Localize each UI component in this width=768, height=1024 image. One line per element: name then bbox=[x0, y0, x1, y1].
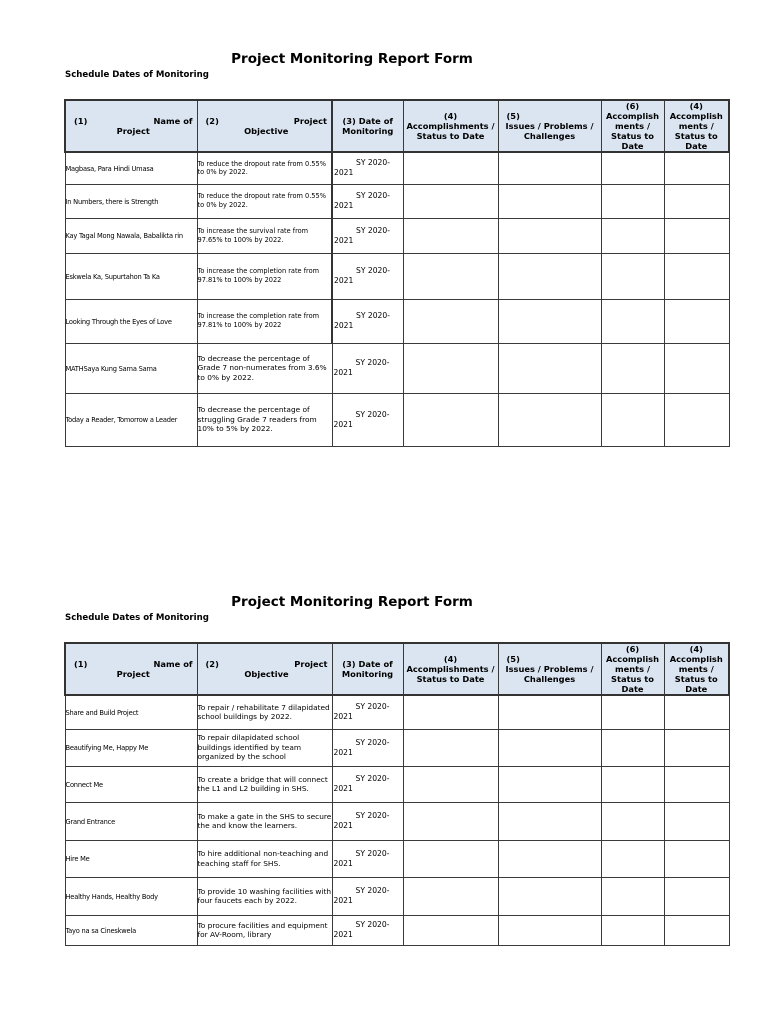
accomplishments-cell[interactable] bbox=[403, 393, 498, 446]
header-text: Date bbox=[621, 141, 644, 151]
header-text: Accomplishments / bbox=[406, 664, 495, 674]
date-text: 2021 bbox=[334, 168, 354, 178]
header-text: (2) bbox=[205, 659, 219, 669]
header-accomplishments bbox=[403, 643, 498, 695]
header-text: (1) bbox=[74, 116, 88, 126]
header-accomplishments-4b bbox=[664, 100, 729, 152]
date-text: SY 2020- bbox=[356, 311, 390, 320]
accomplishments-cell[interactable] bbox=[403, 253, 498, 299]
objective-cell: To repair / rehabilitate 7 dilapidated school buildings by 2022. bbox=[197, 695, 332, 729]
project-name-cell: In Numbers, there is Strength bbox=[65, 184, 197, 218]
accomplishments-cell[interactable] bbox=[403, 840, 498, 877]
header-text: (5) bbox=[506, 654, 520, 664]
project-name-cell: Today a Reader, Tomorrow a Leader bbox=[65, 393, 197, 446]
header-text: ments / bbox=[678, 664, 714, 674]
header-accomplishments-4b bbox=[664, 643, 729, 695]
accomplishments-cell[interactable] bbox=[403, 343, 498, 393]
header-text: (5) bbox=[506, 111, 520, 121]
status-cell[interactable] bbox=[664, 152, 729, 184]
date-text: 2021 bbox=[334, 201, 354, 210]
date-text: 2021 bbox=[333, 419, 353, 429]
header-project-objective bbox=[197, 100, 332, 152]
form-title: Project Monitoring Report Form bbox=[231, 594, 473, 610]
header-text: ments / bbox=[678, 121, 714, 131]
status-cell[interactable] bbox=[664, 877, 729, 915]
header-name-of-project bbox=[65, 643, 197, 695]
header-date-of-monitoring bbox=[332, 100, 403, 152]
objective-cell: To make a gate in the SHS to secure the and know the learners. bbox=[197, 802, 332, 840]
header-text: (6) bbox=[625, 644, 640, 654]
status-cell[interactable] bbox=[601, 766, 664, 802]
header-text: Date bbox=[685, 141, 708, 151]
date-text: 2021 bbox=[333, 784, 353, 793]
objective-cell: To hire additional non-teaching and teaching staff for SHS. bbox=[197, 840, 332, 877]
table-row bbox=[65, 695, 729, 729]
status-cell[interactable] bbox=[664, 343, 729, 393]
date-cell bbox=[332, 184, 403, 218]
header-text: (4) bbox=[689, 101, 703, 111]
status-cell[interactable] bbox=[601, 729, 664, 766]
status-cell[interactable] bbox=[601, 695, 664, 729]
project-name-cell: Grand Entrance bbox=[65, 802, 197, 840]
status-cell[interactable] bbox=[601, 802, 664, 840]
status-cell[interactable] bbox=[601, 915, 664, 945]
header-text: Status to bbox=[611, 674, 654, 684]
table-row bbox=[65, 184, 729, 218]
header-text: (3) Date of bbox=[342, 659, 393, 669]
issues-cell[interactable] bbox=[498, 299, 601, 343]
date-text: SY 2020- bbox=[355, 409, 390, 419]
status-cell[interactable] bbox=[664, 218, 729, 253]
date-text: SY 2020- bbox=[355, 920, 390, 929]
monitoring-table bbox=[64, 642, 730, 946]
status-cell[interactable] bbox=[664, 766, 729, 802]
header-text: Monitoring bbox=[342, 126, 394, 136]
issues-cell[interactable] bbox=[498, 915, 601, 945]
date-text: SY 2020- bbox=[355, 737, 390, 747]
status-cell[interactable] bbox=[601, 840, 664, 877]
header-text: (3) Date of bbox=[342, 116, 394, 126]
accomplishments-cell[interactable] bbox=[403, 152, 498, 184]
header-text: Name of bbox=[153, 659, 193, 669]
issues-cell[interactable] bbox=[498, 218, 601, 253]
date-text: 2021 bbox=[334, 235, 354, 245]
project-name-cell: Tayo na sa Cineskwela bbox=[65, 915, 197, 945]
status-cell[interactable] bbox=[601, 253, 664, 299]
date-text: SY 2020- bbox=[356, 191, 390, 200]
header-text: Accomplish bbox=[669, 654, 723, 664]
issues-cell[interactable] bbox=[498, 393, 601, 446]
table-row bbox=[65, 253, 729, 299]
date-text: 2021 bbox=[333, 747, 353, 757]
date-cell bbox=[332, 299, 403, 343]
header-issues bbox=[498, 100, 601, 152]
form-subtitle: Schedule Dates of Monitoring bbox=[65, 70, 209, 80]
table-row bbox=[65, 766, 729, 802]
date-cell bbox=[332, 766, 403, 802]
objective-cell: To create a bridge that will connect the L1 and L2 building in SHS. bbox=[197, 766, 332, 802]
status-cell[interactable] bbox=[664, 802, 729, 840]
status-cell[interactable] bbox=[664, 840, 729, 877]
table-row bbox=[65, 152, 729, 184]
date-text: SY 2020- bbox=[355, 848, 390, 858]
date-cell bbox=[332, 915, 403, 945]
header-text: (2) bbox=[205, 116, 219, 126]
date-text: 2021 bbox=[333, 930, 353, 939]
objective-cell: To increase the completion rate from 97.81% to 100% by 2022 bbox=[197, 253, 332, 299]
status-cell[interactable] bbox=[664, 299, 729, 343]
header-text: Status to bbox=[674, 131, 718, 141]
objective-cell: To increase the completion rate from 97.81% to 100% by 2022 bbox=[197, 299, 332, 343]
project-name-cell: Looking Through the Eyes of Love bbox=[65, 299, 197, 343]
accomplishments-cell[interactable] bbox=[403, 218, 498, 253]
date-text: 2021 bbox=[333, 821, 353, 830]
status-cell[interactable] bbox=[601, 218, 664, 253]
header-text: Issues / Problems / bbox=[505, 121, 594, 131]
header-text: Date bbox=[621, 684, 644, 694]
header-text: (1) bbox=[74, 659, 88, 669]
header-text: ments / bbox=[614, 121, 650, 131]
date-text: 2021 bbox=[334, 276, 354, 285]
date-text: SY 2020- bbox=[355, 886, 390, 895]
objective-cell: To procure facilities and equipment for AV-Room, library bbox=[197, 915, 332, 945]
project-name-cell: Share and Build Project bbox=[65, 695, 197, 729]
objective-cell: To reduce the dropout rate from 0.55% to 0% by 2022. bbox=[197, 184, 332, 218]
status-cell[interactable] bbox=[601, 877, 664, 915]
header-text: Name of bbox=[153, 116, 193, 126]
accomplishments-cell[interactable] bbox=[403, 299, 498, 343]
issues-cell[interactable] bbox=[498, 343, 601, 393]
header-text: Date bbox=[685, 684, 708, 694]
date-cell bbox=[332, 802, 403, 840]
date-cell bbox=[332, 218, 403, 253]
header-text: (6) bbox=[625, 101, 640, 111]
header-text: (4) bbox=[443, 654, 458, 664]
date-text: SY 2020- bbox=[355, 811, 390, 820]
table-row bbox=[65, 218, 729, 253]
issues-cell[interactable] bbox=[498, 877, 601, 915]
accomplishments-cell[interactable] bbox=[403, 729, 498, 766]
header-text: Accomplish bbox=[605, 111, 660, 121]
issues-cell[interactable] bbox=[498, 729, 601, 766]
issues-cell[interactable] bbox=[498, 840, 601, 877]
issues-cell[interactable] bbox=[498, 802, 601, 840]
header-text: Project bbox=[293, 116, 327, 126]
issues-cell[interactable] bbox=[498, 152, 601, 184]
header-project-objective bbox=[197, 643, 332, 695]
header-text: Accomplish bbox=[605, 654, 660, 664]
objective-cell: To decrease the percentage of Grade 7 non-numerates from 3.6% to 0% by 2022. bbox=[197, 343, 332, 393]
table-row bbox=[65, 802, 729, 840]
date-cell bbox=[332, 729, 403, 766]
header-text: Status to bbox=[674, 674, 718, 684]
header-text: Status to Date bbox=[416, 674, 485, 684]
project-name-cell: MATHSaya Kung Sama Sama bbox=[65, 343, 197, 393]
date-text: 2021 bbox=[333, 368, 353, 377]
date-cell bbox=[332, 695, 403, 729]
date-text: SY 2020- bbox=[355, 702, 390, 712]
header-text: Issues / Problems / bbox=[505, 664, 594, 674]
header-accomplishments bbox=[403, 100, 498, 152]
status-cell[interactable] bbox=[601, 343, 664, 393]
header-text: Project bbox=[294, 659, 328, 669]
form-subtitle: Schedule Dates of Monitoring bbox=[65, 613, 209, 623]
date-text: SY 2020- bbox=[356, 266, 390, 275]
header-issues bbox=[498, 643, 601, 695]
accomplishments-cell[interactable] bbox=[403, 877, 498, 915]
header-row bbox=[65, 100, 729, 152]
header-date-of-monitoring bbox=[332, 643, 403, 695]
date-text: SY 2020- bbox=[356, 158, 390, 168]
header-row bbox=[65, 643, 729, 695]
header-text: (4) bbox=[689, 644, 703, 654]
status-cell[interactable] bbox=[601, 184, 664, 218]
objective-cell: To decrease the percentage of struggling Grade 7 readers from 10% to 5% by 2022. bbox=[197, 393, 332, 446]
objective-cell: To increase the survival rate from 97.65% to 100% by 2022. bbox=[197, 218, 332, 253]
date-cell bbox=[332, 393, 403, 446]
header-text: Objective bbox=[244, 126, 289, 136]
project-name-cell: Eskwela Ka, Supurtahon Ta Ka bbox=[65, 253, 197, 299]
issues-cell[interactable] bbox=[498, 184, 601, 218]
project-name-cell: Hire Me bbox=[65, 840, 197, 877]
objective-cell: To reduce the dropout rate from 0.55% to 0% by 2022. bbox=[197, 152, 332, 184]
project-name-cell: Magbasa, Para Hindi Umasa bbox=[65, 152, 197, 184]
header-text: ments / bbox=[614, 664, 650, 674]
issues-cell[interactable] bbox=[498, 766, 601, 802]
header-accomplishments-6 bbox=[601, 643, 664, 695]
accomplishments-cell[interactable] bbox=[403, 802, 498, 840]
date-text: SY 2020- bbox=[356, 225, 390, 235]
table-row bbox=[65, 393, 729, 446]
accomplishments-cell[interactable] bbox=[403, 915, 498, 945]
header-text: Project bbox=[116, 126, 150, 136]
date-text: SY 2020- bbox=[355, 358, 390, 367]
header-text: Status to bbox=[611, 131, 654, 141]
header-text: Project bbox=[116, 669, 150, 679]
header-text: Challenges bbox=[523, 131, 576, 141]
date-text: 2021 bbox=[334, 321, 354, 330]
date-text: 2021 bbox=[333, 896, 353, 905]
project-name-cell: Connect Me bbox=[65, 766, 197, 802]
date-text: 2021 bbox=[333, 712, 353, 722]
date-cell bbox=[332, 877, 403, 915]
monitoring-table bbox=[64, 99, 730, 447]
header-text: Accomplish bbox=[669, 111, 723, 121]
date-cell bbox=[332, 152, 403, 184]
objective-cell: To provide 10 washing facilities with four faucets each by 2022. bbox=[197, 877, 332, 915]
accomplishments-cell[interactable] bbox=[403, 766, 498, 802]
status-cell[interactable] bbox=[664, 729, 729, 766]
header-text: Accomplishments / bbox=[406, 121, 495, 131]
date-cell bbox=[332, 840, 403, 877]
accomplishments-cell[interactable] bbox=[403, 184, 498, 218]
project-name-cell: Kay Tagal Mong Nawala, Babalikta rin bbox=[65, 218, 197, 253]
project-name-cell: Healthy Hands, Healthy Body bbox=[65, 877, 197, 915]
form-title: Project Monitoring Report Form bbox=[231, 51, 473, 67]
header-text: Monitoring bbox=[341, 669, 394, 679]
status-cell[interactable] bbox=[664, 393, 729, 446]
header-name-of-project bbox=[65, 100, 197, 152]
date-text: SY 2020- bbox=[355, 774, 390, 783]
issues-cell[interactable] bbox=[498, 253, 601, 299]
table-row bbox=[65, 915, 729, 945]
status-cell[interactable] bbox=[664, 915, 729, 945]
table-row bbox=[65, 299, 729, 343]
status-cell[interactable] bbox=[664, 253, 729, 299]
accomplishments-cell[interactable] bbox=[403, 695, 498, 729]
status-cell[interactable] bbox=[601, 393, 664, 446]
date-text: 2021 bbox=[333, 858, 353, 868]
header-accomplishments-6 bbox=[601, 100, 664, 152]
status-cell[interactable] bbox=[601, 299, 664, 343]
table-row bbox=[65, 343, 729, 393]
objective-cell: To repair dilapidated school buildings identified by team organized by the school bbox=[197, 729, 332, 766]
project-name-cell: Beautifying Me, Happy Me bbox=[65, 729, 197, 766]
header-text: (4) bbox=[443, 111, 458, 121]
table-row bbox=[65, 729, 729, 766]
status-cell[interactable] bbox=[601, 152, 664, 184]
status-cell[interactable] bbox=[664, 695, 729, 729]
status-cell[interactable] bbox=[664, 184, 729, 218]
table-row bbox=[65, 840, 729, 877]
issues-cell[interactable] bbox=[498, 695, 601, 729]
date-cell bbox=[332, 343, 403, 393]
header-text: Objective bbox=[244, 669, 289, 679]
header-text: Challenges bbox=[523, 674, 576, 684]
date-cell bbox=[332, 253, 403, 299]
table-row bbox=[65, 877, 729, 915]
header-text: Status to Date bbox=[416, 131, 485, 141]
